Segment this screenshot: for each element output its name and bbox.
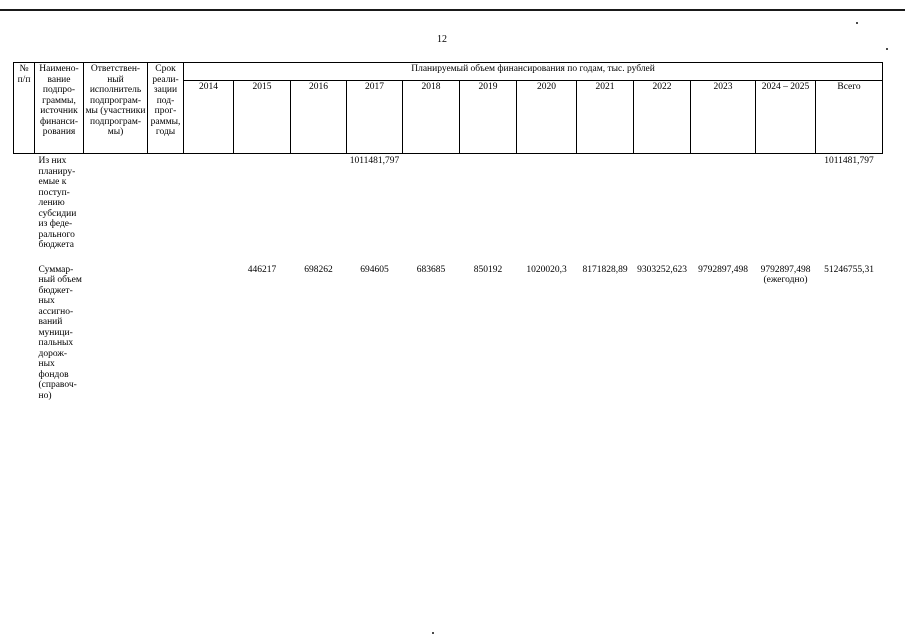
table-cell <box>634 154 691 253</box>
table-cell <box>291 154 347 253</box>
total-header: Всего <box>816 81 883 154</box>
table-cell <box>577 154 634 253</box>
table-cell: 9792897,498 <box>698 264 748 275</box>
col-header-name: Наимено-вание подпро-граммы, источник финанси-рования <box>35 63 84 154</box>
year-header: 2017 <box>347 81 403 154</box>
row-label: Из них планиру-емые к поступ-лению субсидии из феде-рального бюджета <box>38 156 77 250</box>
table-cell: 1011481,797 <box>349 156 400 166</box>
table-cell: 698262 <box>304 264 333 275</box>
table-cell: 9303252,623 <box>637 264 687 275</box>
table-cell <box>234 154 291 253</box>
top-rule <box>0 9 905 11</box>
table-cell <box>756 263 816 404</box>
table-cell: 1011481,797 <box>824 156 874 166</box>
scan-speck <box>432 632 434 634</box>
table-cell: 446217 <box>247 264 277 275</box>
table-cell <box>184 263 234 404</box>
table-cell: 51246755,31 <box>824 264 874 275</box>
annual-note: (ежегодно) <box>763 275 808 285</box>
table-cell: 850192 <box>473 264 503 275</box>
table-cell-value: 9792897,498 <box>760 264 811 275</box>
table-cell <box>517 154 577 253</box>
scan-speck <box>886 48 888 50</box>
year-header: 2015 <box>234 81 291 154</box>
col-header-num: № п/п <box>14 63 35 154</box>
col-header-period: Срок реали-зации под-прог-раммы, годы <box>148 63 184 154</box>
table-cell: 8171828,89 <box>582 264 628 275</box>
table-cell <box>403 154 460 253</box>
year-header: 2020 <box>517 81 577 154</box>
year-header: 2018 <box>403 81 460 154</box>
page-number: 12 <box>437 34 447 45</box>
table-cell <box>756 154 816 253</box>
col-header-financing: Планируемый объем финансирования по годам, тыс. рублей <box>184 63 883 81</box>
financing-table <box>13 62 883 403</box>
table-cell <box>184 154 234 253</box>
table-cell: 694605 <box>360 264 389 275</box>
table-cell <box>691 154 756 253</box>
col-header-responsible: Ответствен-ный исполнитель подпрограм-мы (участники подпрограм-мы) <box>84 63 148 154</box>
table-row <box>14 154 883 253</box>
year-header: 2022 <box>634 81 691 154</box>
year-header: 2014 <box>184 81 234 154</box>
scan-speck <box>856 22 858 24</box>
year-header: 2024 – 2025 <box>756 81 816 154</box>
table-cell: 683685 <box>416 264 446 275</box>
year-header: 2016 <box>291 81 347 154</box>
table-cell: 1020020,3 <box>526 264 567 275</box>
row-label: Суммар-ный объем бюджет-ных ассигно-ваний муници-пальных дорож-ных фондов (справоч-но) <box>38 264 82 401</box>
year-header: 2023 <box>691 81 756 154</box>
table-cell <box>460 154 517 253</box>
year-header: 2019 <box>460 81 517 154</box>
table-row <box>14 263 883 404</box>
year-header: 2021 <box>577 81 634 154</box>
